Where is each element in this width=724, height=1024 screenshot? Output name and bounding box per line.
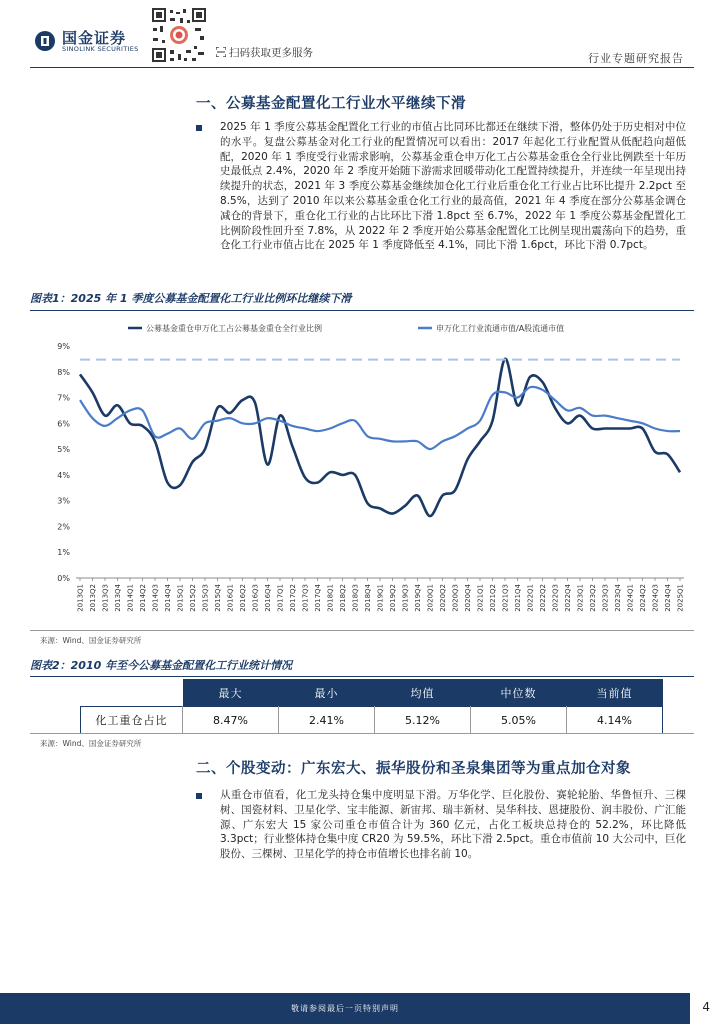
scan-for-more-services[interactable]: 扫码获取更多服务 — [229, 47, 313, 59]
y-tick-label: 4% — [57, 470, 70, 480]
figure-1-source-rule — [30, 630, 694, 631]
x-tick-label: 2013Q3 — [101, 584, 110, 612]
x-tick-label: 2023Q3 — [601, 584, 610, 612]
x-tick-label: 2024Q3 — [651, 584, 660, 612]
x-tick-label: 2024Q4 — [664, 584, 672, 612]
figure-2-source-rule — [30, 733, 694, 734]
figure-1-caption: 图表1：2025 年 1 季度公募基金配置化工行业比例环比继续下滑 — [30, 292, 352, 305]
x-tick-label: 2019Q1 — [376, 584, 385, 612]
x-tick-label: 2016Q2 — [239, 584, 247, 612]
table-row-label: 化工重仓占比 — [81, 707, 183, 734]
y-tick-label: 8% — [57, 367, 70, 377]
section-2-heading: 二、个股变动：广东宏大、振华股份和圣泉集团等为重点加仓对象 — [196, 761, 631, 777]
table-cell-median: 5.05% — [471, 707, 567, 734]
table-cell-current: 4.14% — [567, 707, 663, 734]
series-line-2 — [80, 387, 680, 449]
page-number: 4 — [702, 1000, 710, 1014]
x-tick-label: 2016Q1 — [226, 584, 235, 612]
table-cell-min: 2.41% — [279, 707, 375, 734]
x-tick-label: 2014Q4 — [164, 584, 172, 612]
x-tick-label: 2016Q3 — [251, 584, 260, 612]
logo-chinese-name: 国金证券 — [62, 29, 127, 47]
x-tick-label: 2024Q1 — [626, 584, 635, 612]
table-header-blank — [81, 679, 183, 707]
statistics-table — [80, 679, 663, 734]
y-tick-label: 1% — [57, 548, 70, 558]
footer-disclaimer-link[interactable]: 敬请参阅最后一页特别声明 — [291, 1004, 399, 1013]
scan-icon — [216, 47, 226, 57]
figure-2-caption-rule — [30, 676, 694, 677]
table-header-max: 最大 — [183, 679, 279, 707]
qr-code-icon[interactable] — [150, 6, 208, 64]
x-tick-label: 2017Q1 — [276, 584, 285, 612]
x-tick-label: 2023Q1 — [576, 584, 585, 612]
x-tick-label: 2022Q4 — [564, 584, 572, 612]
legend-label-series-2: 申万化工行业流通市值/A股流通市值 — [436, 324, 565, 333]
y-tick-label: 9% — [57, 342, 70, 351]
x-tick-label: 2013Q2 — [89, 584, 97, 612]
x-tick-label: 2021Q1 — [476, 584, 485, 612]
x-tick-label: 2015Q2 — [189, 584, 197, 612]
x-tick-label: 2013Q1 — [76, 584, 85, 612]
y-tick-label: 2% — [57, 522, 70, 532]
series-line-1 — [80, 359, 680, 516]
header-divider — [30, 67, 694, 68]
table-header-current: 当前值 — [567, 679, 663, 707]
x-tick-label: 2024Q2 — [639, 584, 647, 612]
x-tick-label: 2019Q4 — [414, 584, 422, 612]
table-cell-mean: 5.12% — [375, 707, 471, 734]
x-tick-label: 2021Q3 — [501, 584, 510, 612]
y-tick-label: 3% — [57, 496, 70, 506]
line-chart — [30, 312, 694, 630]
x-tick-label: 2022Q3 — [551, 584, 560, 612]
table-header-mean: 均值 — [375, 679, 471, 707]
x-tick-label: 2020Q4 — [464, 584, 472, 612]
table-row — [81, 707, 663, 734]
section-1-paragraph: 2025 年 1 季度公募基金配置化工行业的市值占比同环比都还在继续下滑，整体仍处于历史相对中位的水平。复盘公募基金对化工行业的配置情况可以看出：2017 年起化工行业配置从低配趋向超低配，2020 年 1 季度受行业需求影响，公募基金重仓申万化工占公募基金重仓全行业比例跌至十年历史最低点 2.4%，2020 年 2 季度开始随下游需求回暖带动化工配置持续提升，并连续一年呈现出持续提升的状态，2021 年 3 季度公募基金继续加仓化工行业后重仓化工行业占比环比提升 2.2pct 至 8.5%，达到了 2010 年以来公募基金重仓化工行业的最高值，2021 年 4 季度在部分公募基金调仓减仓的背景下，重仓化工行业的占比环比下滑 1.8pct 至 6.7%，2022 年 1 季度公募基金配置化工比例阶段性回升至 7.8%，从 2022 年 2 季度开始公募基金配置化工比例呈现出震荡向下的趋势，重仓化工行业市值占比在 2025 年 1 季度降低至 4.1%，同比下滑 1.6pct，环比下滑 0.7pct。 — [220, 121, 686, 252]
x-tick-label: 2014Q3 — [151, 584, 160, 612]
x-tick-label: 2021Q4 — [514, 584, 522, 612]
x-tick-label: 2018Q1 — [326, 584, 335, 612]
report-type-label: 行业专题研究报告 — [588, 52, 684, 65]
x-tick-label: 2015Q1 — [176, 584, 185, 612]
figure-2-source: 来源：Wind、国金证券研究所 — [40, 739, 142, 748]
x-tick-label: 2022Q2 — [539, 584, 547, 612]
x-tick-label: 2016Q4 — [264, 584, 272, 612]
x-tick-label: 2023Q2 — [589, 584, 597, 612]
figure-2-caption: 图表2：2010 年至今公募基金配置化工行业统计情况 — [30, 659, 293, 672]
x-tick-label: 2019Q3 — [401, 584, 410, 612]
x-tick-label: 2015Q4 — [214, 584, 222, 612]
x-tick-label: 2017Q2 — [289, 584, 297, 612]
x-tick-label: 2017Q3 — [301, 584, 310, 612]
x-tick-label: 2013Q4 — [114, 584, 122, 612]
x-tick-label: 2014Q2 — [139, 584, 147, 612]
legend-label-series-1: 公募基金重仓申万化工占公募基金重仓全行业比例 — [146, 324, 322, 333]
x-tick-label: 2025Q1 — [676, 584, 685, 612]
section-2-paragraph: 从重仓市值看，化工龙头持仓集中度明显下滑。万华化学、巨化股份、赛轮轮胎、华鲁恒升、三棵树、国瓷材料、卫星化学、宝丰能源、新宙邦、瑞丰新材、昊华科技、恩捷股份、润丰股份、广汇能源、广东宏大 15 家公司重仓市值合计为 360 亿元，占化工板块总持仓的 52.2%，环比降低 3.3pct；行业整体持仓集中度 CR20 为 59.5%，环比下滑 2.5pct。重仓市值前 10 大公司中，巨化股份、三棵树、卫星化学的持仓市值增长也排名前 10。 — [220, 789, 686, 861]
y-tick-label: 0% — [57, 574, 70, 583]
x-tick-label: 2018Q2 — [339, 584, 347, 612]
x-tick-label: 2020Q1 — [426, 584, 435, 612]
x-tick-label: 2015Q3 — [201, 584, 210, 612]
y-tick-label: 6% — [57, 419, 70, 429]
section-1-heading: 一、公募基金配置化工行业水平继续下滑 — [196, 96, 466, 112]
bullet-square-icon — [196, 793, 202, 799]
y-tick-label: 7% — [57, 393, 70, 403]
x-tick-label: 2017Q4 — [314, 584, 322, 612]
table-header-median: 中位数 — [471, 679, 567, 707]
x-tick-label: 2020Q2 — [439, 584, 447, 612]
x-tick-label: 2021Q2 — [489, 584, 497, 612]
figure-1-source: 来源：Wind、国金证券研究所 — [40, 636, 142, 645]
x-tick-label: 2019Q2 — [389, 584, 397, 612]
y-tick-label: 5% — [57, 445, 70, 455]
bullet-square-icon — [196, 125, 202, 131]
table-cell-max: 8.47% — [183, 707, 279, 734]
x-tick-label: 2020Q3 — [451, 584, 460, 612]
logo-english-name: SINOLINK SECURITIES — [62, 45, 139, 53]
x-tick-label: 2018Q3 — [351, 584, 360, 612]
x-tick-label: 2018Q4 — [364, 584, 372, 612]
x-tick-label: 2023Q4 — [614, 584, 622, 612]
x-tick-label: 2022Q1 — [526, 584, 535, 612]
sinolink-logo-icon — [34, 30, 56, 52]
figure-1-caption-rule — [30, 310, 694, 311]
x-tick-label: 2014Q1 — [126, 584, 135, 612]
table-header-row — [81, 679, 663, 707]
table-header-min: 最小 — [279, 679, 375, 707]
